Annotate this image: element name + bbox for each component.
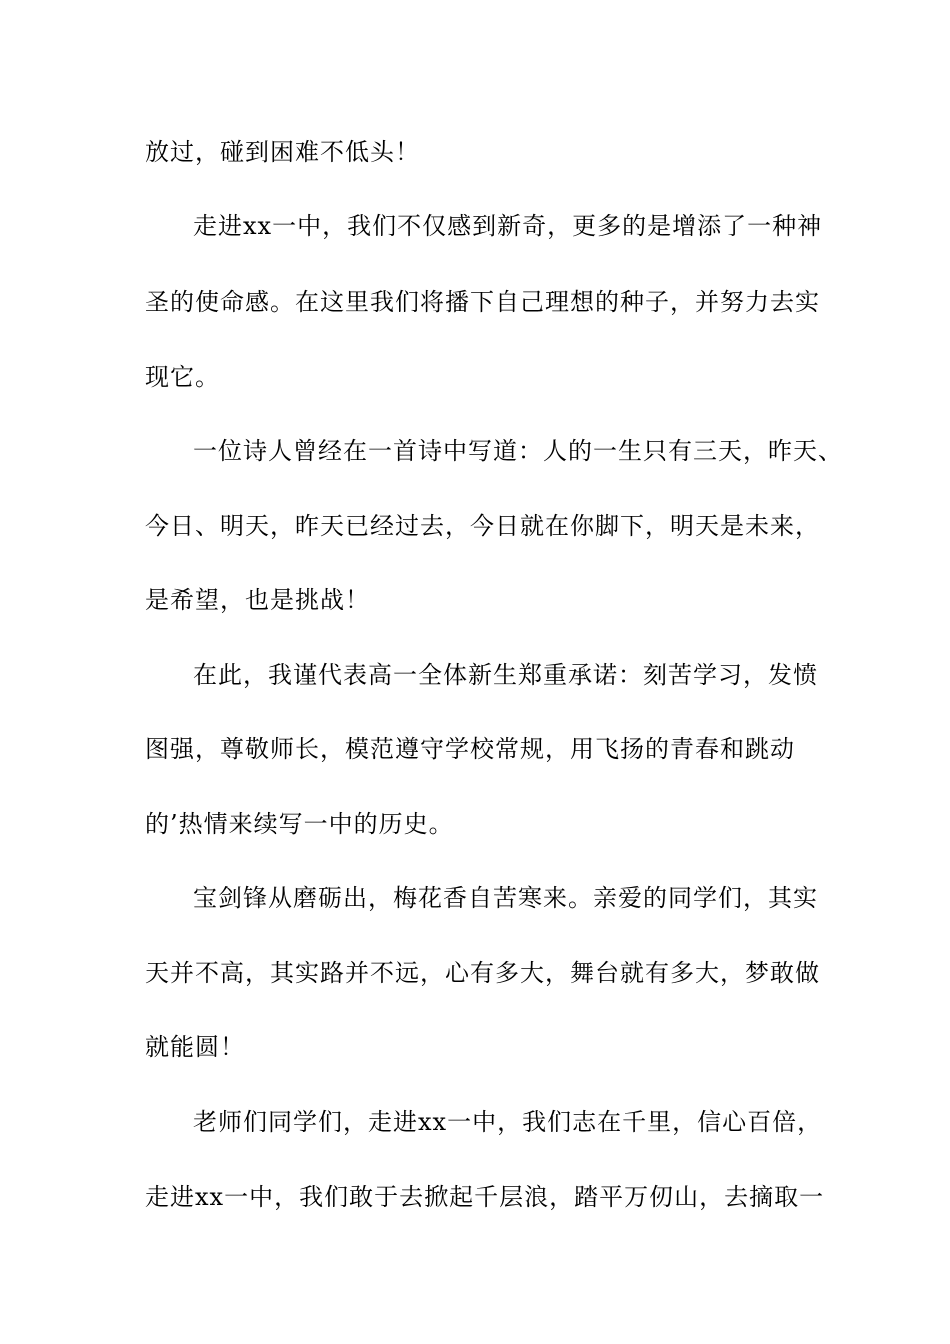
text-line: 就能圆！ [145,1033,245,1061]
text-line: 一位诗人曾经在一首诗中写道：人的一生只有三天，昨天、 [193,437,843,465]
text-line: 图强，尊敬师长，模范遵守学校常规，用飞扬的青春和跳动 [145,735,795,763]
text-line: 今日、明天，昨天已经过去，今日就在你脚下，明天是未来， [145,512,820,540]
text-line: 的’热情来续写一中的历史。 [145,810,454,838]
text-line: 是希望，也是挑战！ [145,586,370,614]
text-line: 老师们同学们，走进xx一中，我们志在千里，信心百倍， [193,1108,823,1136]
text-line: 放过，碰到困难不低头！ [145,138,420,166]
text-line: 走进xx一中，我们不仅感到新奇，更多的是增添了一种神 [193,212,823,240]
text-line: 圣的使命感。在这里我们将播下自己理想的种子，并努力去实 [145,288,820,316]
text-line: 天并不高，其实路并不远，心有多大，舞台就有多大，梦敢做 [145,959,820,987]
text-line: 现它。 [145,363,220,391]
text-line: 在此，我谨代表高一全体新生郑重承诺：刻苦学习，发愤 [193,661,818,689]
text-line: 宝剑锋从磨砺出，梅花香自苦寒来。亲爱的同学们，其实 [193,884,818,912]
text-line: 走进xx一中，我们敢于去掀起千层浪，踏平万仞山，去摘取一 [145,1183,825,1211]
